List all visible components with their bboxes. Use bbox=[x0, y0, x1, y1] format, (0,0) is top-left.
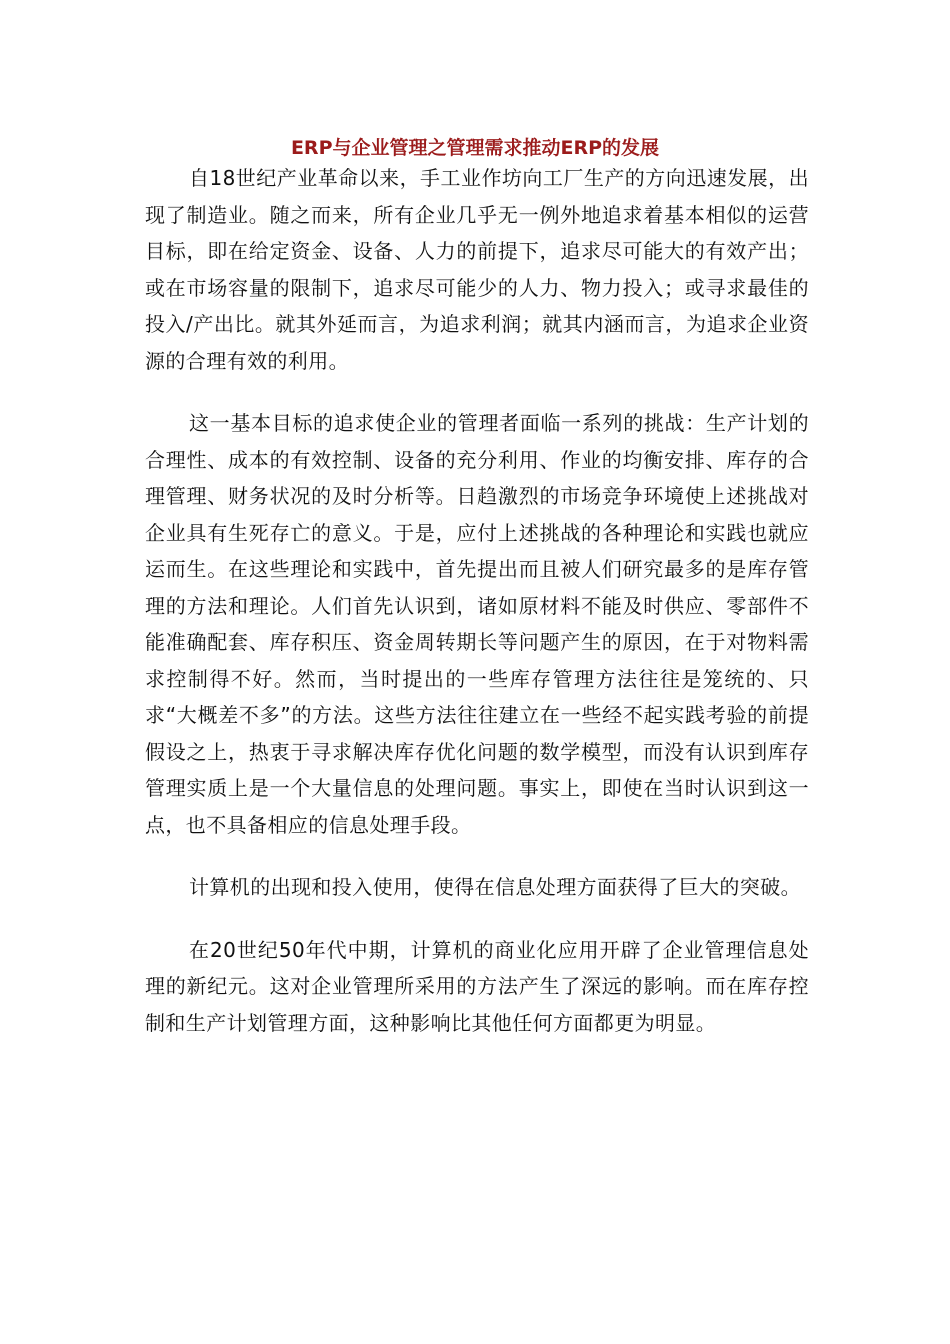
paragraph-1: 自18世纪产业革命以来，手工业作坊向工厂生产的方向迅速发展，出现了制造业。随之而来，所有企业几乎无一例外地追求着基本相似的运营目标，即在给定资金、设备、人力的前提下，追求尽可能大的有效产出；或在市场容量的限制下，追求尽可能少的人力、物力投入；或寻求最佳的投入/产出比。就其外延而言，为追求利润；就其内涵而言，为追求企业资源的合理有效的利用。 bbox=[145, 166, 809, 373]
document-title: ERP与企业管理之管理需求推动ERP的发展 bbox=[290, 137, 660, 159]
document-body bbox=[145, 160, 809, 1041]
paragraph-3: 计算机的出现和投入使用，使得在信息处理方面获得了巨大的突破。 bbox=[189, 875, 801, 899]
paragraph-2: 这一基本目标的追求使企业的管理者面临一系列的挑战：生产计划的合理性、成本的有效控制、设备的充分利用、作业的均衡安排、库存的合理管理、财务状况的及时分析等。日趋激烈的市场竞争环境使上述挑战对企业具有生死存亡的意义。于是，应付上述挑战的各种理论和实践也就应运而生。在这些理论和实践中，首先提出而且被人们研究最多的是库存管理的方法和理论。人们首先认识到，诸如原材料不能及时供应、零部件不能准确配套、库存积压、资金周转期长等问题产生的原因，在于对物料需求控制得不好。然而，当时提出的一些库存管理方法往往是笼统的、只求“大概差不多”的方法。这些方法往往建立在一些经不起实践考验的前提假设之上，热衷于寻求解决库存优化问题的数学模型，而没有认识到库存管理实质上是一个大量信息的处理问题。事实上，即使在当时认识到这一点，也不具备相应的信息处理手段。 bbox=[145, 411, 809, 837]
paragraph-4: 在20世纪50年代中期，计算机的商业化应用开辟了企业管理信息处理的新纪元。这对企业管理所采用的方法产生了深远的影响。而在库存控制和生产计划管理方面，这种影响比其他任何方面都更为明显。 bbox=[145, 937, 809, 1035]
